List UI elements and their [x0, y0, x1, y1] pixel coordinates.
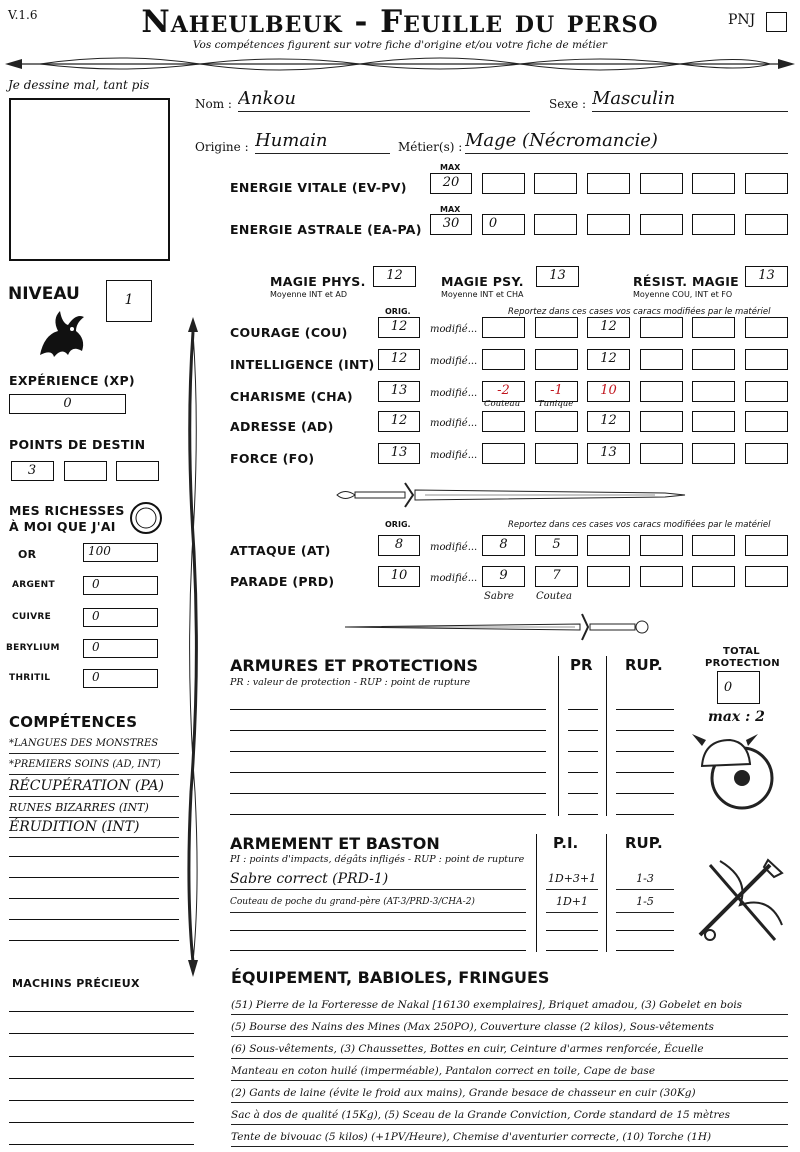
magic-phys-box[interactable]	[373, 266, 416, 287]
equipment-line[interactable]: (51) Pierre de la Forteresse de Nakal [16130 exemplaires], Briquet amadou, (3) Gobelet en bois	[231, 996, 788, 1015]
armor-pr-line[interactable]	[568, 751, 598, 752]
ea-box[interactable]	[482, 214, 525, 235]
armor-rup-line[interactable]	[616, 772, 674, 773]
stat-label-int: INTELLIGENCE (INT)	[230, 357, 375, 372]
skill-line[interactable]: RÉCUPÉRATION (PA)	[9, 777, 179, 797]
parry-orig-value: 10	[390, 568, 408, 583]
berylium-label: BERYLIUM	[6, 643, 60, 653]
precious-line[interactable]	[9, 1033, 194, 1034]
ea-box[interactable]	[745, 214, 788, 235]
armor-line[interactable]	[230, 772, 546, 773]
thritil-value: 0	[92, 670, 100, 684]
gold-label: OR	[18, 548, 37, 561]
stat-mod-value: -1	[550, 383, 563, 398]
attack-mod-box[interactable]	[692, 535, 735, 556]
destiny-box[interactable]	[116, 461, 159, 481]
armor-pr-line[interactable]	[568, 772, 598, 773]
stat-mod-box[interactable]	[535, 443, 578, 464]
magic-psy-value: 13	[549, 268, 566, 283]
berylium-value: 0	[92, 640, 100, 654]
stat-mod-caption: Couteau	[484, 399, 521, 409]
skill-blank-line[interactable]	[9, 856, 179, 857]
stat-mod-box[interactable]	[745, 411, 788, 432]
weapons-divider	[606, 834, 607, 952]
ea-box[interactable]	[692, 214, 735, 235]
gold-box[interactable]	[83, 543, 158, 562]
weapons-rup-header: RUP.	[625, 834, 663, 852]
pnj-label: PNJ	[728, 12, 756, 28]
stat-mod-box[interactable]	[535, 317, 578, 338]
stat-orig-box[interactable]	[378, 381, 420, 402]
stat-mod-box[interactable]	[587, 317, 630, 338]
armor-rup-header: RUP.	[625, 656, 663, 674]
orig-label: ORIG.	[385, 307, 411, 316]
gold-value: 100	[88, 544, 111, 558]
stat-mod-box[interactable]	[640, 443, 683, 464]
ev-label: ENERGIE VITALE (EV-PV)	[230, 180, 407, 195]
dragon-icon	[32, 305, 92, 365]
combat-orig-label: ORIG.	[385, 520, 411, 529]
parry-mod-value: 7	[552, 568, 561, 583]
weapon-pi[interactable]: 1D+1	[546, 893, 598, 913]
level-box[interactable]	[106, 280, 152, 322]
stat-label-ad: ADRESSE (AD)	[230, 419, 334, 434]
ea-max-label: MAX	[440, 205, 461, 214]
stat-mod-box[interactable]	[587, 443, 630, 464]
stat-mod-box[interactable]	[535, 349, 578, 370]
weapons-title: ARMEMENT ET BASTON	[230, 834, 440, 853]
weapon-pi-line[interactable]	[546, 950, 598, 951]
ea-box[interactable]	[534, 214, 577, 235]
max-protection: max : 2	[708, 709, 765, 725]
sex-label: Sexe :	[549, 97, 587, 111]
equipment-line[interactable]: (6) Sous-vêtements, (3) Chaussettes, Bottes en cuir, Ceinture d'armes renforcée, Écuelle	[231, 1040, 788, 1059]
modif-label: modifié...	[430, 573, 478, 584]
parry-caption: Coutea	[536, 591, 573, 602]
sword-icon	[335, 480, 695, 510]
stat-label-cha: CHARISME (CHA)	[230, 389, 353, 404]
stat-mod-box[interactable]	[692, 443, 735, 464]
armor-rup-line[interactable]	[616, 730, 674, 731]
silver-box[interactable]	[83, 576, 158, 595]
parry-mod-value: 9	[499, 568, 508, 583]
armor-pr-header: PR	[570, 656, 593, 674]
weapons-sub: PI : points d'impacts, dégâts infligés - RUP : point de rupture	[230, 854, 525, 865]
stat-mod-box[interactable]	[692, 349, 735, 370]
skills-label: COMPÉTENCES	[9, 713, 138, 731]
helmet-shield-icon	[690, 726, 780, 816]
weapon-pi-line[interactable]	[546, 930, 598, 931]
stat-orig-box[interactable]	[378, 317, 420, 338]
magic-phys-sub: Moyenne INT et AD	[270, 290, 348, 299]
equipment-line[interactable]: Sac à dos de qualité (15Kg), (5) Sceau de la Grande Conviction, Corde standard de 15 mètres	[231, 1106, 788, 1125]
precious-label: MACHINS PRÉCIEUX	[12, 977, 140, 990]
ev-max-label: MAX	[440, 163, 461, 172]
attack-mod-box[interactable]	[640, 535, 683, 556]
resist-magic-value: 13	[758, 268, 775, 283]
ornament-divider	[0, 50, 800, 80]
armor-pr-line[interactable]	[568, 814, 598, 815]
stat-mod-box[interactable]	[482, 443, 525, 464]
stat-mod-box[interactable]	[587, 349, 630, 370]
destiny-label: POINTS DE DESTIN	[9, 437, 146, 452]
parry-caption: Sabre	[484, 591, 514, 602]
page-title: Naheulbeuk - Feuille du perso	[141, 4, 659, 40]
ev-max-box[interactable]	[430, 173, 472, 194]
thritil-label: THRITIL	[9, 673, 51, 683]
modif-label: modifié...	[430, 388, 478, 399]
stat-mod-caption: Tunique	[538, 399, 574, 409]
precious-line[interactable]	[9, 1056, 194, 1057]
wealth-label-1: MES RICHESSES	[9, 503, 125, 518]
attack-mod-box[interactable]	[587, 535, 630, 556]
attack-mod-box[interactable]	[535, 535, 578, 556]
stat-orig-box[interactable]	[378, 443, 420, 464]
stat-orig-value: 13	[390, 445, 408, 460]
stat-orig-value: 12	[390, 319, 408, 334]
origin-field[interactable]: Humain	[255, 130, 390, 154]
level-label: NIVEAU	[8, 284, 80, 304]
stat-orig-box[interactable]	[378, 349, 420, 370]
stat-orig-box[interactable]	[378, 411, 420, 432]
armor-rup-line[interactable]	[616, 709, 674, 710]
modif-label: modifié...	[430, 324, 478, 335]
ea-label: ENERGIE ASTRALE (EA-PA)	[230, 222, 422, 237]
berylium-box[interactable]	[83, 639, 158, 658]
parry-mod-box[interactable]	[745, 566, 788, 587]
stat-mod-box[interactable]	[692, 411, 735, 432]
weapons-divider	[536, 834, 537, 952]
stat-orig-value: 12	[390, 351, 408, 366]
weapon-line[interactable]	[230, 930, 526, 931]
stat-label-fo: FORCE (FO)	[230, 451, 315, 466]
stat-mod-box[interactable]	[640, 411, 683, 432]
attack-mod-box[interactable]	[745, 535, 788, 556]
thritil-box[interactable]	[83, 669, 158, 688]
stat-mod-value: 10	[600, 383, 617, 398]
parry-mod-box[interactable]	[692, 566, 735, 587]
precious-line[interactable]	[9, 1078, 194, 1079]
attack-orig-value: 8	[394, 537, 404, 552]
stat-orig-value: 13	[390, 383, 408, 398]
total-protection-label: TOTAL	[723, 646, 760, 657]
armor-pr-line[interactable]	[568, 709, 598, 710]
ev-box[interactable]	[640, 173, 683, 194]
total-protection-box[interactable]	[717, 671, 760, 704]
ea-max-box[interactable]	[430, 214, 472, 235]
destiny-value: 3	[27, 463, 37, 478]
stat-mod-box[interactable]	[640, 381, 683, 402]
destiny-box[interactable]	[11, 461, 54, 481]
armor-rup-line[interactable]	[616, 814, 674, 815]
sex-field[interactable]: Masculin	[592, 88, 788, 112]
weapon-name[interactable]: Couteau de poche du grand-père (AT-3/PRD-3/CHA-2)	[230, 893, 526, 913]
resist-magic-sub: Moyenne COU, INT et FO	[633, 290, 733, 299]
stat-mod-value: 12	[600, 351, 617, 366]
portrait-caption: Je dessine mal, tant pis	[8, 78, 150, 92]
stat-mod-box[interactable]	[745, 443, 788, 464]
stat-mod-value: 13	[600, 445, 617, 460]
armor-divider	[606, 656, 607, 816]
magic-phys-value: 12	[386, 268, 403, 283]
sword-icon	[340, 612, 660, 642]
attack-label: ATTAQUE (AT)	[230, 543, 331, 558]
stat-mod-box[interactable]	[640, 317, 683, 338]
weapon-name[interactable]: Sabre correct (PRD-1)	[230, 870, 526, 890]
ea-max-value: 30	[442, 216, 460, 231]
parry-mod-box[interactable]	[640, 566, 683, 587]
skill-line[interactable]: ÉRUDITION (INT)	[9, 818, 179, 838]
version-label: V.1.6	[8, 8, 38, 22]
xp-value: 0	[63, 396, 72, 411]
job-field[interactable]: Mage (Nécromancie)	[465, 130, 788, 154]
copper-label: CUIVRE	[12, 612, 52, 622]
silver-label: ARGENT	[12, 580, 55, 590]
stat-label-cou: COURAGE (COU)	[230, 325, 348, 340]
parry-mod-box[interactable]	[482, 566, 525, 587]
armor-line[interactable]	[230, 793, 546, 794]
portrait-box[interactable]	[9, 98, 170, 261]
attack-mod-value: 8	[499, 537, 508, 552]
attack-mod-box[interactable]	[482, 535, 525, 556]
origin-label: Origine :	[195, 140, 249, 154]
skill-blank-line[interactable]	[9, 877, 179, 878]
total-protection-value: 0	[723, 680, 733, 695]
skill-blank-line[interactable]	[9, 898, 179, 899]
attack-mod-value: 5	[552, 537, 561, 552]
page-subtitle: Vos compétences figurent sur votre fiche d'origine et/ou votre fiche de métier	[192, 39, 608, 51]
stat-mod-box[interactable]	[482, 317, 525, 338]
precious-line[interactable]	[9, 1011, 194, 1012]
ea-current-value: 0	[488, 216, 498, 231]
weapons-icon	[690, 855, 790, 950]
weapon-pi[interactable]: 1D+3+1	[546, 870, 598, 890]
name-field[interactable]: Ankou	[238, 88, 530, 112]
weapon-rup[interactable]: 1-3	[616, 870, 674, 890]
armor-title: ARMURES ET PROTECTIONS	[230, 656, 478, 675]
ev-box[interactable]	[482, 173, 525, 194]
skill-blank-line[interactable]	[9, 940, 179, 941]
stat-mod-box[interactable]	[587, 381, 630, 402]
staff-icon	[178, 312, 208, 982]
coin-icon	[128, 500, 164, 536]
name-label: Nom :	[195, 97, 232, 111]
pnj-checkbox[interactable]	[766, 12, 787, 32]
skill-line[interactable]: RUNES BIZARRES (INT)	[9, 799, 179, 818]
weapons-pi-header: P.I.	[553, 834, 579, 852]
modif-label: modifié...	[430, 418, 478, 429]
equipment-line[interactable]: (2) Gants de laine (évite le froid aux mains), Grande besace de chasseur en cuir (30Kg)	[231, 1084, 788, 1103]
ea-box[interactable]	[640, 214, 683, 235]
weapon-rup[interactable]: 1-5	[616, 893, 674, 913]
precious-line[interactable]	[9, 1122, 194, 1123]
destiny-box[interactable]	[64, 461, 107, 481]
armor-rup-line[interactable]	[616, 793, 674, 794]
armor-pr-line[interactable]	[568, 793, 598, 794]
equipment-title: ÉQUIPEMENT, BABIOLES, FRINGUES	[231, 968, 550, 987]
stat-mod-box[interactable]	[535, 411, 578, 432]
stat-mod-box[interactable]	[640, 349, 683, 370]
ev-box[interactable]	[692, 173, 735, 194]
armor-line[interactable]	[230, 814, 546, 815]
ev-box[interactable]	[587, 173, 630, 194]
equipment-line[interactable]: Manteau en coton huilé (imperméable), Pantalon correct en toile, Cape de base	[231, 1062, 788, 1081]
stat-mod-box[interactable]	[745, 349, 788, 370]
stat-mod-box[interactable]	[482, 349, 525, 370]
ev-box[interactable]	[745, 173, 788, 194]
skill-line[interactable]: *PREMIERS SOINS (AD, INT)	[9, 756, 179, 775]
stats-note: Reportez dans ces cases vos caracs modifiées par le matériel	[508, 307, 771, 317]
precious-line[interactable]	[9, 1144, 194, 1145]
silver-value: 0	[92, 577, 100, 591]
attack-orig-box[interactable]	[378, 535, 420, 556]
stat-mod-value: 12	[600, 319, 617, 334]
precious-line[interactable]	[9, 1100, 194, 1101]
job-label: Métier(s) :	[398, 140, 463, 154]
armor-sub: PR : valeur de protection - RUP : point de rupture	[230, 677, 471, 688]
copper-box[interactable]	[83, 608, 158, 627]
wealth-label-2: À MOI QUE J'AI	[9, 519, 116, 534]
magic-psy-label: MAGIE PSY.	[441, 274, 524, 289]
stat-mod-box[interactable]	[745, 317, 788, 338]
weapon-line[interactable]	[230, 950, 526, 951]
xp-box[interactable]	[9, 394, 126, 414]
armor-line[interactable]	[230, 730, 546, 731]
magic-psy-box[interactable]	[536, 266, 579, 287]
armor-line[interactable]	[230, 751, 546, 752]
ev-max-value: 20	[442, 175, 460, 190]
modif-label: modifié...	[430, 356, 478, 367]
parry-label: PARADE (PRD)	[230, 574, 335, 589]
parry-mod-box[interactable]	[587, 566, 630, 587]
resist-magic-box[interactable]	[745, 266, 788, 287]
modif-label: modifié...	[430, 542, 478, 553]
stat-mod-box[interactable]	[692, 317, 735, 338]
skill-blank-line[interactable]	[9, 919, 179, 920]
resist-magic-label: RÉSIST. MAGIE	[633, 274, 740, 289]
stat-mod-box[interactable]	[692, 381, 735, 402]
ev-box[interactable]	[534, 173, 577, 194]
copper-value: 0	[92, 609, 100, 623]
magic-psy-sub: Moyenne INT et CHA	[441, 290, 524, 299]
stat-mod-value: 12	[600, 413, 617, 428]
combat-note: Reportez dans ces cases vos caracs modifiées par le matériel	[508, 520, 771, 530]
armor-divider	[558, 656, 559, 816]
armor-rup-line[interactable]	[616, 751, 674, 752]
magic-phys-label: MAGIE PHYS.	[270, 274, 366, 289]
level-value: 1	[124, 292, 134, 308]
parry-orig-box[interactable]	[378, 566, 420, 587]
parry-mod-box[interactable]	[535, 566, 578, 587]
stat-mod-value: -2	[497, 383, 510, 398]
stat-mod-box[interactable]	[587, 411, 630, 432]
weapon-rup-line[interactable]	[616, 930, 674, 931]
xp-label: EXPÉRIENCE (XP)	[9, 373, 135, 388]
skill-line[interactable]: *LANGUES DES MONSTRES	[9, 735, 179, 754]
stat-mod-box[interactable]	[745, 381, 788, 402]
armor-line[interactable]	[230, 709, 546, 710]
total-protection-label: PROTECTION	[705, 658, 780, 669]
armor-pr-line[interactable]	[568, 730, 598, 731]
stat-orig-value: 12	[390, 413, 408, 428]
equipment-line[interactable]: Tente de bivouac (5 kilos) (+1PV/Heure), Chemise d'aventurier correcte, (10) Torche (1H)	[231, 1128, 788, 1147]
ea-box[interactable]	[587, 214, 630, 235]
equipment-line[interactable]: (5) Bourse des Nains des Mines (Max 250PO), Couverture classe (2 kilos), Sous-vêtements	[231, 1018, 788, 1037]
weapon-rup-line[interactable]	[616, 950, 674, 951]
stat-mod-box[interactable]	[482, 411, 525, 432]
modif-label: modifié...	[430, 450, 478, 461]
